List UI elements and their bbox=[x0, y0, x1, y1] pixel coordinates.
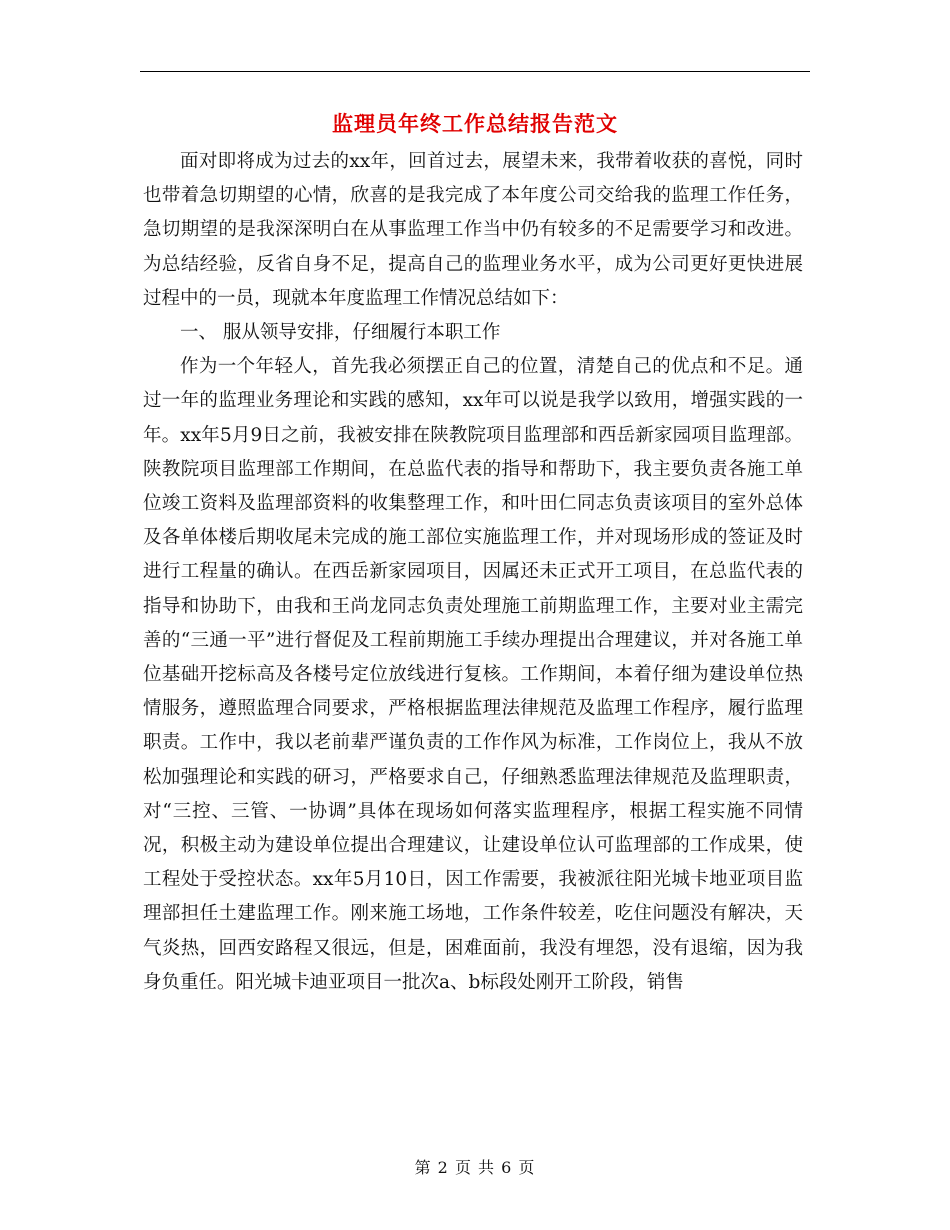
header-rule bbox=[140, 71, 810, 72]
page-number: 第 2 页 共 6 页 bbox=[414, 1158, 536, 1177]
intro-paragraph: 面对即将成为过去的xx年，回首过去，展望未来，我带着收获的喜悦，同时也带着急切期望的心情，欣喜的是我完成了本年度公司交给我的监理工作任务，急切期望的是我深深明白在从事监理工作当中仍有较多的不足需要学习和改进。为总结经验，反省自身不足，提高自己的监理业务水平，成为公司更好更快进展过程中的一员，现就本年度监理工作情况总结如下： bbox=[143, 151, 803, 309]
document-body bbox=[143, 145, 803, 1000]
document-title: 监理员年终工作总结报告范文 bbox=[332, 111, 618, 136]
body-paragraph: 作为一个年轻人，首先我必须摆正自己的位置，清楚自己的优点和不足。通过一年的监理业务理论和实践的感知，xx年可以说是我学以致用，增强实践的一年。xx年5月9日之前，我被安排在陕教院项目监理部和西岳新家园项目监理部。陕教院项目监理部工作期间，在总监代表的指导和帮助下，我主要负责各施工单位竣工资料及监理部资料的收集整理工作，和叶田仁同志负责该项目的室外总体及各单体楼后期收尾未完成的施工部位实施监理工作，并对现场形成的签证及时进行工程量的确认。在西岳新家园项目，因属还未正式开工项目，在总监代表的指导和协助下，由我和王尚龙同志负责处理施工前期监理工作，主要对业主需完善的“三通一平”进行督促及工程前期施工手续办理提出合理建议，并对各施工单位基础开挖标高及各楼号定位放线进行复核。工作期间，本着仔细为建设单位热情服务，遵照监理合同要求，严格根据监理法律规范及监理工作程序，履行监理职责。工作中，我以老前辈严谨负责的工作作风为标准，工作岗位上，我从不放松加强理论和实践的研习，严格要求自己，仔细熟悉监理法律规范及监理职责，对“三控、三管、一协调”具体在现场如何落实监理程序，根据工程实施不同情况，积极主动为建设单位提出合理建议，让建设单位认可监理部的工作成果，使工程处于受控状态。xx年5月10日，因工作需要，我被派往阳光城卡地亚项目监理部担任土建监理工作。刚来施工场地，工作条件较差，吃住问题没有解决，天气炎热，回西安路程又很远，但是，困难面前，我没有埋怨，没有退缩，因为我身负重任。阳光城卡迪亚项目一批次a、b标段处刚开工阶段，销售 bbox=[143, 356, 803, 993]
section-heading: 一、 服从领导安排，仔细履行本职工作 bbox=[180, 322, 501, 344]
